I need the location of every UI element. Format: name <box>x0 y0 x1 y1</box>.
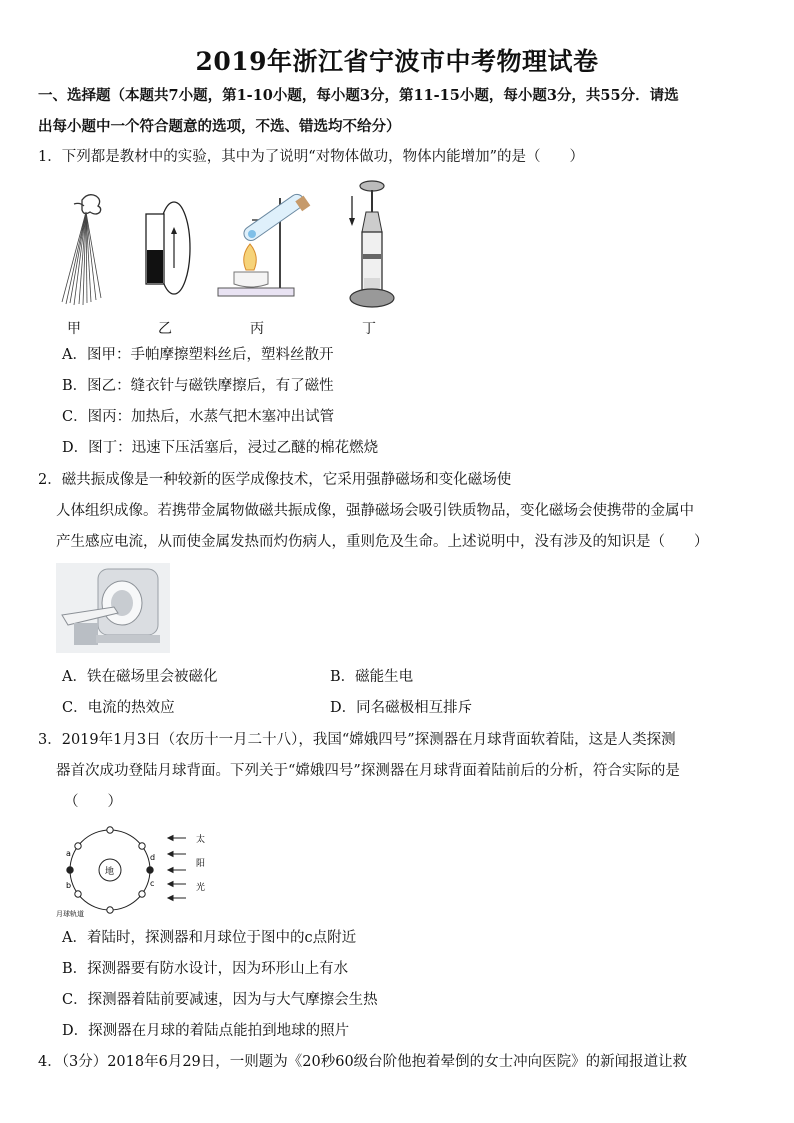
section-heading-line-1: 一、选择题（本题共7小题，第1-10小题，每小题3分，第11-15小题，每小题3分，共55分．请选 <box>38 87 679 104</box>
q3-point-a: a <box>66 849 71 858</box>
q2-mri-machine-image <box>56 563 170 653</box>
q3-sunlight-char-2: 阳 <box>196 859 206 869</box>
q1-figure-bing <box>212 190 316 302</box>
q2-stem-line-3: 产生感应电流，从而使金属发热而灼伤病人，重则危及生命。上述说明中，没有涉及的知识是（ ） <box>56 534 709 550</box>
q3-orbit-label: 月球轨道 <box>56 910 84 918</box>
q1-option-b[interactable]: B．图乙：缝衣针与磁铁摩擦后，有了磁性 <box>62 378 334 394</box>
q3-point-d: d <box>150 853 156 862</box>
q3-stem-line-3: （ ） <box>64 794 122 810</box>
q1-figure-jia <box>56 190 116 308</box>
q3-option-d[interactable]: D．探测器在月球的着陆点能拍到地球的照片 <box>62 1023 350 1039</box>
q2-stem-line-2: 人体组织成像。若携带金属物做磁共振成像，强静磁场会吸引铁质物品，变化磁场会使携带的金属中 <box>56 503 694 519</box>
q3-sunlight-char-3: 光 <box>196 883 206 893</box>
q3-stem-line-2: 器首次成功登陆月球背面。下列关于“嫦娥四号”探测器在月球背面着陆前后的分析，符合实际的是 <box>56 763 680 779</box>
q3-option-c[interactable]: C．探测器着陆前要减速，因为与大气摩擦会生热 <box>62 992 378 1008</box>
q1-figure-label-ding: 丁 <box>362 321 376 337</box>
q1-option-d[interactable]: D．图丁：迅速下压活塞后，浸过乙醚的棉花燃烧 <box>62 440 379 456</box>
q2-option-a[interactable]: A．铁在磁场里会被磁化 <box>62 669 218 685</box>
q3-stem-line-1: 3．2019年1月3日（农历十一月二十八），我国“嫦娥四号”探测器在月球背面软着陆，这是人类探测 <box>38 732 676 748</box>
section-heading-line-2: 出每小题中一个符合题意的选项，不选、错选均不给分） <box>38 118 401 135</box>
page-title: 2019年浙江省宁波市中考物理试卷 <box>195 47 599 76</box>
q1-figure-yi <box>140 200 195 300</box>
q1-figure-label-bing: 丙 <box>250 321 264 337</box>
q3-sunlight-char-1: 太 <box>196 835 206 845</box>
q2-stem-line-1: 2．磁共振成像是一种较新的医学成像技术，它采用强静磁场和变化磁场使 <box>38 472 512 488</box>
q1-option-c[interactable]: C．图丙：加热后，水蒸气把木塞冲出试管 <box>62 409 335 425</box>
q2-option-b[interactable]: B．磁能生电 <box>330 669 414 685</box>
q3-option-b[interactable]: B．探测器要有防水设计，因为环形山上有水 <box>62 961 349 977</box>
q2-option-c[interactable]: C．电流的热效应 <box>62 700 175 716</box>
q3-option-a[interactable]: A．着陆时，探测器和月球位于图中的c点附近 <box>62 930 357 946</box>
q1-option-a[interactable]: A．图甲：手帕摩擦塑料丝后，塑料丝散开 <box>62 347 334 363</box>
q4-stem-line-1: 4．（3分）2018年6月29日，一则题为《20秒60级台阶他抱着晕倒的女士冲向医院》的新闻报道让救 <box>38 1054 688 1070</box>
q1-figure-label-jia: 甲 <box>67 321 81 337</box>
q3-point-b: b <box>66 881 72 890</box>
q1-stem: 1．下列都是教材中的实验，其中为了说明“对物体做功，物体内能增加”的是（ ） <box>38 149 585 165</box>
q1-figure-ding <box>340 178 402 312</box>
q3-moon-orbit-diagram <box>56 822 216 918</box>
q3-point-c: c <box>150 879 155 888</box>
q1-figure-label-yi: 乙 <box>158 321 172 337</box>
q3-earth-label: 地 <box>105 867 115 877</box>
q2-option-d[interactable]: D．同名磁极相互排斥 <box>330 700 473 716</box>
